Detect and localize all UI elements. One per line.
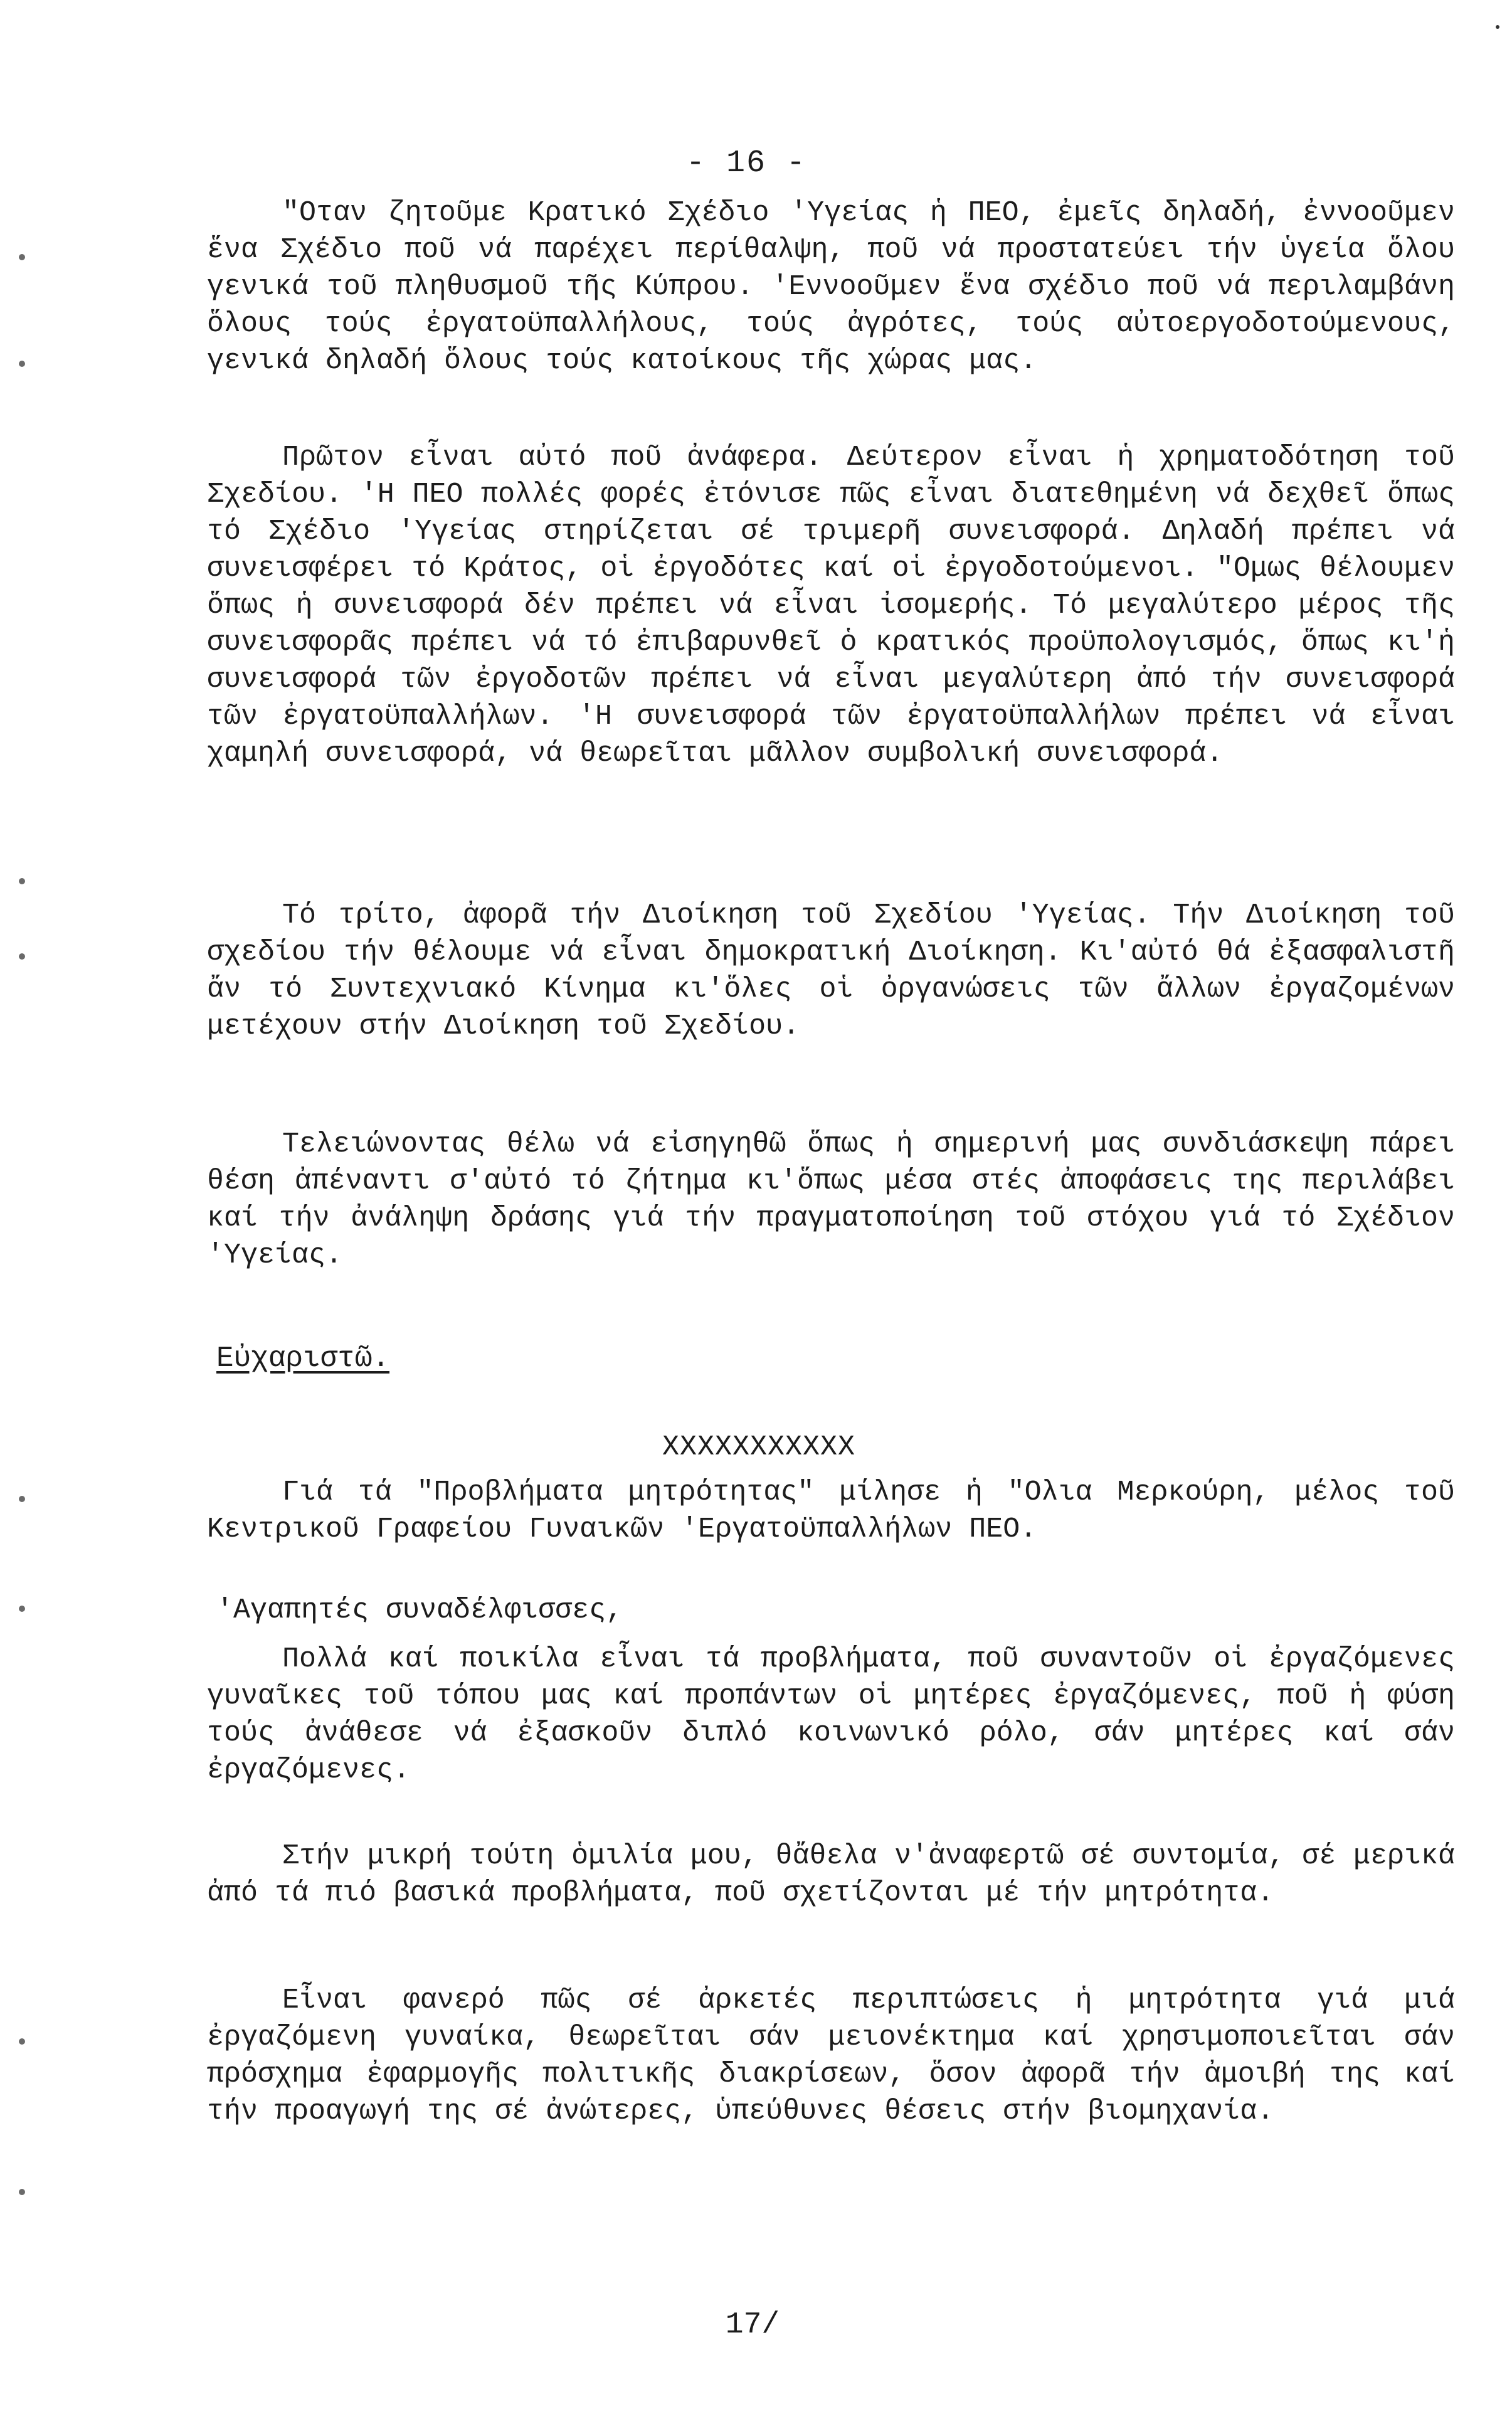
paragraph-conclusion <box>207 1126 1455 1274</box>
section-separator: XXXXXXXXXXX <box>662 1431 856 1463</box>
scan-binding-mark <box>19 2189 25 2195</box>
paragraph-text: Στήν μικρή τούτη ὁμιλία μου, θἄθελα ν'ἀναφερτῶ σέ συντομία, σέ μερικά ἀπό τά πιό βασικά προβλήματα, ποῦ σχετίζονται μέ τήν μητρότητα. <box>207 1840 1455 1909</box>
scan-binding-mark <box>19 1606 25 1612</box>
scan-speck <box>1496 25 1499 29</box>
scan-binding-mark <box>19 878 25 884</box>
paragraph-discrimination <box>207 1982 1455 2130</box>
scan-binding-mark <box>19 2038 25 2045</box>
paragraph-text: Πολλά καί ποικίλα εἶναι τά προβλήματα, ποῦ συναντοῦν οἱ ἐργαζόμενες γυναῖκες τοῦ τόπου μας καί προπάντων οἱ μητέρες ἐργαζόμενες, ποῦ ἡ φύση τούς ἀνάθεσε νά ἐξασκοῦν διπλό κοινωνικό ρόλο, σάν μητέρες καί σάν ἐργαζόμενες. <box>207 1643 1455 1786</box>
paragraph-text: Πρῶτον εἶναι αὐτό ποῦ ἀνάφερα. Δεύτερον εἶναι ἡ χρηματοδότηση τοῦ Σχεδίου. 'Η ΠΕΟ πολλές φορές ἐτόνισε πῶς εἶναι διατεθημένη νά δεχθεῖ ὅπως τό Σχέδιο 'Υγείας στηρίζεται σέ τριμερῆ συνεισφορά. Δηλαδή πρέπει νά συνεισφέρει τό Κράτος, οἱ ἐργοδότες καί οἱ ἐργοδοτούμενοι. "Ομως θέλουμεν ὅπως ἡ συνεισφορά δέν πρέπει νά εἶναι ἰσομερής. Τό μεγαλύτερο μέρος τῆς συνεισφορᾶς πρέπει νά τό ἐπιβαρυνθεῖ ὁ κρατικός προϋπολογισμός, ὅπως κι'ἡ συνεισφορά τῶν ἐργοδοτῶν πρέπει νά εἶναι μεγαλύτερη ἀπό τήν συνεισφορά τῶν ἐργατοϋπαλλήλων. 'Η συνεισφορά τῶν ἐργατοϋπαλλήλων πρέπει νά εἶναι χαμηλή συνεισφορά, νά θεωρεῖται μᾶλλον συμβολική συνεισφορά. <box>207 442 1455 770</box>
paragraph-text: Γιά τά "Προβλήματα μητρότητας" μίλησε ἡ "Ολια Μερκούρη, μέλος τοῦ Κεντρικοῦ Γραφείου Γυναικῶν 'Εργατοϋπαλλήλων ΠΕΟ. <box>207 1476 1455 1545</box>
paragraph-financing <box>207 439 1455 772</box>
salutation: 'Αγαπητές συναδέλφισσες, <box>216 1594 623 1626</box>
paragraph-text: "Οταν ζητοῦμε Κρατικό Σχέδιο 'Υγείας ἡ ΠΕΟ, ἐμεῖς δηλαδή, ἐννοοῦμεν ἕνα Σχέδιο ποῦ νά παρέχει περίθαλψη, ποῦ νά προστατεύει τήν ὑγεία ὅλου γενικά τοῦ πληθυσμοῦ τῆς Κύπρου. 'Εννοοῦμεν ἕνα σχέδιο ποῦ νά περιλαμβάνη ὅλους τούς ἐργατοϋπαλλήλους, τούς ἀγρότες, τούς αὐτοεργοδοτούμενους, γενικά δηλαδή ὅλους τούς κατοίκους τῆς χώρας μας. <box>207 197 1455 377</box>
scan-binding-mark <box>19 953 25 960</box>
scan-binding-mark <box>19 254 25 260</box>
scan-binding-mark <box>19 1496 25 1502</box>
paragraph-working-mothers <box>207 1641 1455 1789</box>
closing-thanks: Εὐχαριστῶ. <box>216 1342 390 1375</box>
paragraph-speech-scope <box>207 1838 1455 1912</box>
speaker-introduction <box>207 1474 1455 1548</box>
scan-binding-mark <box>19 361 25 367</box>
paragraph-text: Τό τρίτο, ἀφορᾶ τήν Διοίκηση τοῦ Σχεδίου 'Υγείας. Τήν Διοίκηση τοῦ σχεδίου τήν θέλουμε νά εἶναι δημοκρατική Διοίκηση. Κι'αὐτό θά ἐξασφαλιστῆ ἄν τό Συντεχνιακό Κίνημα κι'ὅλες οἱ ὀργανώσεις τῶν ἄλλων ἐργαζομένων μετέχουν στήν Διοίκηση τοῦ Σχεδίου. <box>207 899 1455 1042</box>
paragraph-text: Τελειώνοντας θέλω νά εἰσηγηθῶ ὅπως ἡ σημερινή μας συνδιάσκεψη πάρει θέση ἀπέναντι σ'αὐτό τό ζήτημα κι'ὅπως μέσα στές ἀποφάσεις της περιλάβει καί τήν ἀνάληψη δράσης γιά τήν πραγματοποίηση τοῦ στόχου γιά τό Σχέδιον 'Υγείας. <box>207 1128 1455 1271</box>
page-number-footer: 17/ <box>725 2308 780 2342</box>
paragraph-state-health-plan <box>207 194 1455 379</box>
paragraph-text: Εἶναι φανερό πῶς σέ ἀρκετές περιπτώσεις ἡ μητρότητα γιά μιά ἐργαζόμενη γυναίκα, θεωρεῖται σάν μειονέκτημα καί χρησιμοποιεῖται σάν πρόσχημα ἐφαρμογῆς πολιτικῆς διακρίσεων, ὅσον ἀφορᾶ τήν ἀμοιβή της καί τήν προαγωγή της σέ ἀνώτερες, ὑπεύθυνες θέσεις στήν βιομηχανία. <box>207 1984 1455 2127</box>
page-number-header: - 16 - <box>685 146 807 181</box>
paragraph-administration <box>207 897 1455 1045</box>
